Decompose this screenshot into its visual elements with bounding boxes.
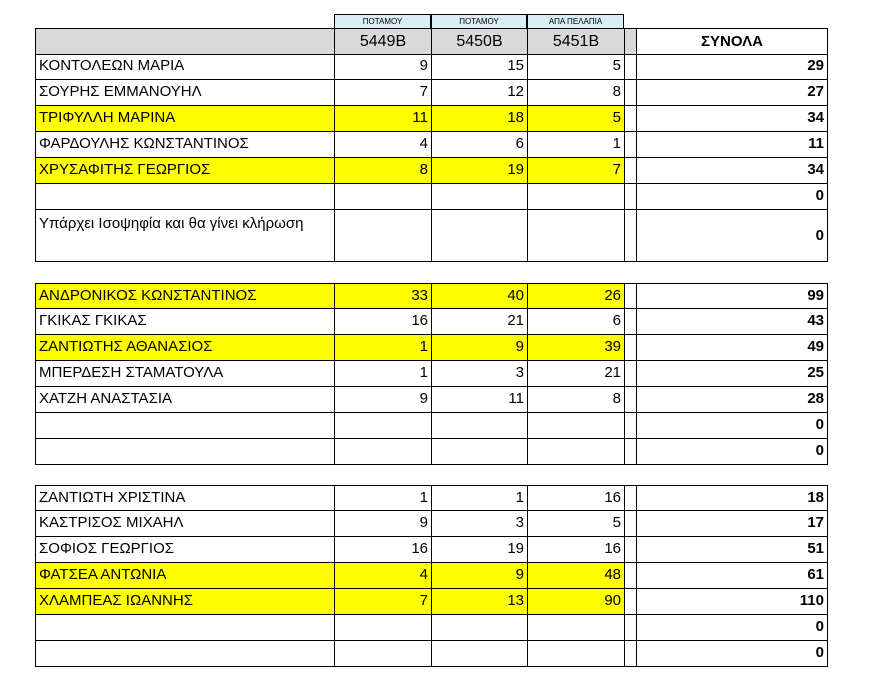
total-cell[interactable]: 17 [636,511,828,537]
votes-5451b-cell[interactable]: 21 [527,361,624,387]
candidate-name-cell[interactable]: ΓΚΙΚΑΣ ΓΚΙΚΑΣ [35,309,334,335]
votes-5450b-cell[interactable]: 19 [431,158,527,184]
spacer-cell[interactable] [624,537,636,563]
spacer-cell[interactable] [624,80,636,106]
table-row [35,106,828,132]
spacer-cell[interactable] [624,485,636,511]
spacer-cell[interactable] [624,184,636,210]
votes-5451b-cell[interactable]: 6 [527,309,624,335]
table-row [35,615,828,641]
votes-5449b-cell[interactable] [334,439,431,465]
votes-5451b-cell[interactable]: 16 [527,537,624,563]
total-cell[interactable]: 0 [636,615,828,641]
spacer-cell[interactable] [624,210,636,262]
total-cell[interactable]: 0 [636,413,828,439]
votes-5451b-cell[interactable]: 26 [527,283,624,309]
location-label-1: ΠΟΤΑΜΟΥ [334,14,431,29]
table-row [35,80,828,106]
candidate-name-cell[interactable]: ΦΑΡΔΟΥΛΗΣ ΚΩΝΣΤΑΝΤΙΝΟΣ [35,132,334,158]
table-row [35,158,828,184]
candidate-name-cell[interactable]: ΧΡΥΣΑΦΙΤΗΣ ΓΕΩΡΓΙΟΣ [35,158,334,184]
votes-5450b-cell[interactable]: 21 [431,309,527,335]
total-cell[interactable]: 18 [636,485,828,511]
candidate-name-cell[interactable]: ΤΡΙΦΥΛΛΗ ΜΑΡΙΝΑ [35,106,334,132]
votes-5451b-cell[interactable]: 90 [527,589,624,615]
table-row [35,210,828,262]
votes-5451b-cell[interactable]: 8 [527,80,624,106]
votes-5450b-cell[interactable]: 40 [431,283,527,309]
spacer-cell[interactable] [624,335,636,361]
candidate-name-cell[interactable]: ΑΝΔΡΟΝΙΚΟΣ ΚΩΝΣΤΑΝΤΙΝΟΣ [35,283,334,309]
candidate-name-cell[interactable]: ΦΑΤΣΕΑ ΑΝΤΩΝΙΑ [35,563,334,589]
votes-5450b-cell[interactable] [431,413,527,439]
spacer-cell[interactable] [624,589,636,615]
votes-5450b-cell[interactable]: 9 [431,563,527,589]
table-row [35,485,828,511]
total-cell[interactable]: 0 [636,210,828,262]
header-blank-cell [35,28,334,55]
votes-5451b-cell[interactable] [527,439,624,465]
total-cell[interactable]: 43 [636,309,828,335]
candidate-name-cell[interactable]: ΚΑΣΤΡΙΣΟΣ ΜΙΧΑΗΛ [35,511,334,537]
votes-5451b-cell[interactable] [527,413,624,439]
spacer-cell[interactable] [624,132,636,158]
spacer-cell[interactable] [624,511,636,537]
table-row [35,335,828,361]
votes-5449b-cell[interactable]: 9 [334,54,431,80]
total-cell[interactable]: 0 [636,641,828,667]
total-cell[interactable]: 28 [636,387,828,413]
votes-5451b-cell[interactable]: 1 [527,132,624,158]
total-cell[interactable]: 34 [636,158,828,184]
location-label-2: ΠΟΤΑΜΟΥ [431,14,527,29]
votes-5449b-cell[interactable] [334,641,431,667]
location-label-3: ΑΠΑ ΠΕΛΑΠΙΑ [527,14,624,29]
candidate-name-cell[interactable]: ΣΟΥΡΗΣ ΕΜΜΑΝΟΥΗΛ [35,80,334,106]
votes-5451b-cell[interactable]: 5 [527,511,624,537]
votes-5451b-cell[interactable] [527,615,624,641]
table-row [35,283,828,309]
votes-5450b-cell[interactable] [431,641,527,667]
votes-5450b-cell[interactable] [431,439,527,465]
table-row [35,589,828,615]
votes-5451b-cell[interactable]: 8 [527,387,624,413]
votes-5450b-cell[interactable]: 13 [431,589,527,615]
total-cell[interactable]: 25 [636,361,828,387]
total-cell[interactable]: 110 [636,589,828,615]
candidate-name-cell[interactable]: ΖΑΝΤΙΩΤΗΣ ΑΘΑΝΑΣΙΟΣ [35,335,334,361]
table-row [35,641,828,667]
spacer-cell[interactable] [624,283,636,309]
spacer-cell[interactable] [624,106,636,132]
header-code-1: 5449Β [334,28,431,55]
votes-5449b-cell[interactable]: 33 [334,283,431,309]
spacer-cell[interactable] [624,413,636,439]
candidate-name-cell[interactable]: ΧΑΤΖΗ ΑΝΑΣΤΑΣΙΑ [35,387,334,413]
spacer-cell[interactable] [624,158,636,184]
votes-5449b-cell[interactable] [334,615,431,641]
votes-5449b-cell[interactable]: 9 [334,511,431,537]
votes-5450b-cell[interactable] [431,184,527,210]
votes-5450b-cell[interactable]: 1 [431,485,527,511]
votes-5449b-cell[interactable]: 4 [334,132,431,158]
candidate-name-cell[interactable] [35,184,334,210]
votes-5449b-cell[interactable]: 11 [334,106,431,132]
total-cell[interactable]: 0 [636,184,828,210]
header-code-3: 5451Β [527,28,624,55]
spacer-cell[interactable] [624,615,636,641]
total-cell[interactable]: 49 [636,335,828,361]
table-row [35,563,828,589]
votes-5450b-cell[interactable] [431,615,527,641]
candidate-name-cell[interactable]: ΧΛΑΜΠΕΑΣ ΙΩΑΝΝΗΣ [35,589,334,615]
votes-5450b-cell[interactable]: 15 [431,54,527,80]
spacer-cell[interactable] [624,54,636,80]
votes-5450b-cell[interactable]: 18 [431,106,527,132]
candidate-name-cell[interactable]: ΚΟΝΤΟΛΕΩΝ ΜΑΡΙΑ [35,54,334,80]
votes-5450b-cell[interactable]: 9 [431,335,527,361]
votes-5451b-cell[interactable] [527,210,624,262]
total-cell[interactable]: 51 [636,537,828,563]
table-row [35,439,828,465]
votes-5450b-cell[interactable]: 3 [431,361,527,387]
votes-5450b-cell[interactable]: 11 [431,387,527,413]
total-cell[interactable]: 99 [636,283,828,309]
votes-5451b-cell[interactable]: 5 [527,106,624,132]
candidate-name-cell[interactable]: ΜΠΕΡΔΕΣΗ ΣΤΑΜΑΤΟΥΛΑ [35,361,334,387]
votes-5450b-cell[interactable]: 6 [431,132,527,158]
header-code-2: 5450Β [431,28,527,55]
candidate-name-cell[interactable] [35,615,334,641]
table-row [35,184,828,210]
table-row [35,309,828,335]
votes-5451b-cell[interactable]: 16 [527,485,624,511]
votes-5451b-cell[interactable]: 48 [527,563,624,589]
candidate-name-cell[interactable]: Υπάρχει Ισοψηφία και θα γίνει κλήρωση [35,210,334,262]
total-cell[interactable]: 61 [636,563,828,589]
votes-5451b-cell[interactable]: 39 [527,335,624,361]
candidate-name-cell[interactable] [35,641,334,667]
spacer-cell[interactable] [624,439,636,465]
header-totals: ΣΥΝΟΛΑ [636,28,828,55]
spacer-cell[interactable] [624,563,636,589]
votes-5449b-cell[interactable]: 16 [334,309,431,335]
spacer-cell[interactable] [624,309,636,335]
votes-5449b-cell[interactable]: 1 [334,485,431,511]
candidate-name-cell[interactable]: ΣΟΦΙΟΣ ΓΕΩΡΓΙΟΣ [35,537,334,563]
spacer-cell[interactable] [624,641,636,667]
total-cell[interactable]: 11 [636,132,828,158]
votes-5449b-cell[interactable] [334,210,431,262]
votes-5449b-cell[interactable]: 1 [334,335,431,361]
candidate-name-cell[interactable] [35,439,334,465]
candidate-name-cell[interactable]: ΖΑΝΤΙΩΤΗ ΧΡΙΣΤΙΝΑ [35,485,334,511]
table-row [35,413,828,439]
spacer-cell[interactable] [624,361,636,387]
total-cell[interactable]: 29 [636,54,828,80]
votes-5449b-cell[interactable]: 8 [334,158,431,184]
table-row [35,361,828,387]
votes-5450b-cell[interactable]: 19 [431,537,527,563]
votes-5449b-cell[interactable]: 9 [334,387,431,413]
header-gap-cell [624,28,636,55]
table-row [35,511,828,537]
total-cell[interactable]: 0 [636,439,828,465]
votes-5451b-cell[interactable]: 7 [527,158,624,184]
votes-5451b-cell[interactable] [527,184,624,210]
votes-5449b-cell[interactable]: 7 [334,589,431,615]
table-row [35,132,828,158]
votes-5450b-cell[interactable]: 3 [431,511,527,537]
votes-5450b-cell[interactable]: 12 [431,80,527,106]
votes-5449b-cell[interactable]: 16 [334,537,431,563]
votes-5449b-cell[interactable]: 4 [334,563,431,589]
votes-5449b-cell[interactable] [334,413,431,439]
votes-5449b-cell[interactable]: 7 [334,80,431,106]
votes-5449b-cell[interactable] [334,184,431,210]
votes-5451b-cell[interactable]: 5 [527,54,624,80]
total-cell[interactable]: 27 [636,80,828,106]
total-cell[interactable]: 34 [636,106,828,132]
spacer-cell[interactable] [624,387,636,413]
votes-5449b-cell[interactable]: 1 [334,361,431,387]
table-row [35,537,828,563]
votes-5450b-cell[interactable] [431,210,527,262]
table-row [35,54,828,80]
votes-5451b-cell[interactable] [527,641,624,667]
table-row [35,387,828,413]
candidate-name-cell[interactable] [35,413,334,439]
